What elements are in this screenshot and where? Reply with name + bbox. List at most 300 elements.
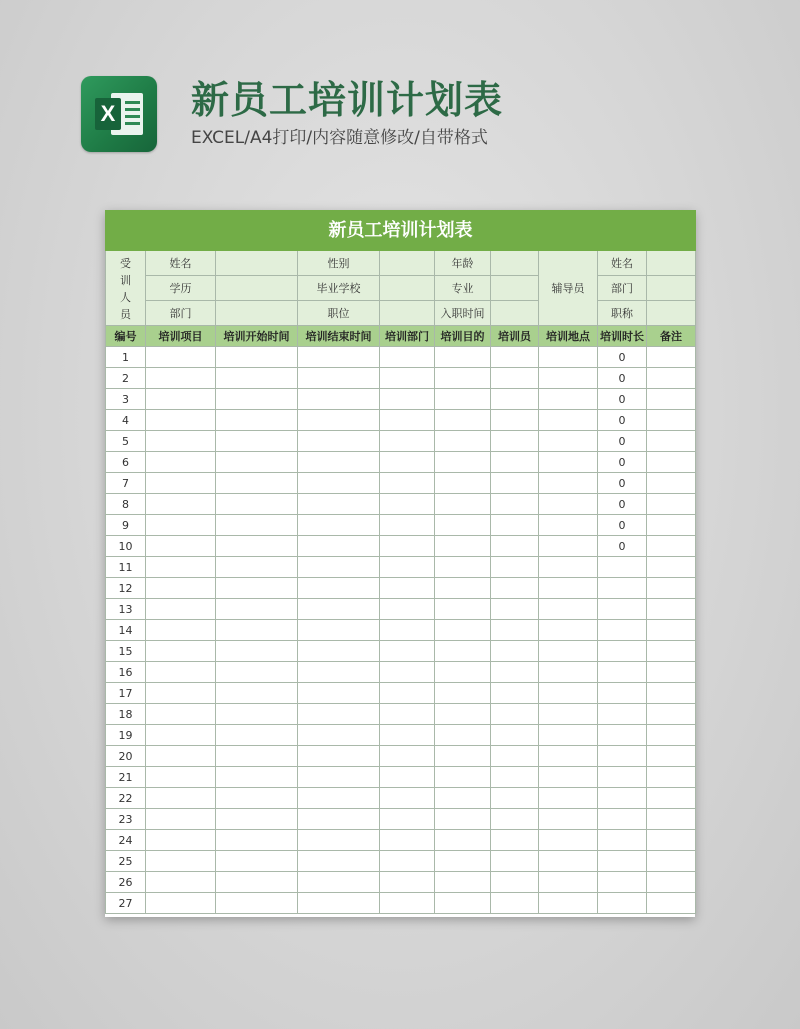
table-cell[interactable] xyxy=(298,557,380,578)
table-cell[interactable] xyxy=(491,725,539,746)
table-cell[interactable] xyxy=(435,599,491,620)
table-cell[interactable] xyxy=(380,599,435,620)
table-cell[interactable] xyxy=(216,347,298,368)
table-cell[interactable] xyxy=(647,704,696,725)
table-cell[interactable] xyxy=(216,410,298,431)
table-cell[interactable] xyxy=(491,473,539,494)
table-cell[interactable] xyxy=(380,620,435,641)
table-cell[interactable] xyxy=(380,347,435,368)
table-cell[interactable] xyxy=(435,557,491,578)
table-cell[interactable] xyxy=(146,767,216,788)
trainee-label xyxy=(106,251,146,326)
table-cell[interactable] xyxy=(298,851,380,872)
table-cell[interactable] xyxy=(216,599,298,620)
info-label-hire-date: 入职时间 xyxy=(435,301,491,326)
table-cell[interactable] xyxy=(435,431,491,452)
table-cell[interactable] xyxy=(491,578,539,599)
excel-icon xyxy=(81,76,157,152)
table-cell[interactable] xyxy=(146,473,216,494)
info-label-gender: 性别 xyxy=(298,251,380,276)
cell-duration[interactable] xyxy=(598,830,647,851)
table-cell[interactable] xyxy=(380,473,435,494)
info-label-position: 职位 xyxy=(298,301,380,326)
table-cell[interactable] xyxy=(380,683,435,704)
row-number: 8 xyxy=(106,494,146,515)
table-cell[interactable] xyxy=(491,830,539,851)
table-cell[interactable] xyxy=(216,725,298,746)
table-cell[interactable] xyxy=(380,557,435,578)
col-header: 培训结束时间 xyxy=(298,326,380,347)
table-cell[interactable] xyxy=(146,347,216,368)
table-cell[interactable] xyxy=(298,704,380,725)
table-cell[interactable] xyxy=(146,389,216,410)
table-row xyxy=(106,872,696,893)
cell-duration[interactable]: 0 xyxy=(598,347,647,368)
table-cell[interactable] xyxy=(298,389,380,410)
table-cell[interactable] xyxy=(491,599,539,620)
table-cell[interactable] xyxy=(491,851,539,872)
table-cell[interactable] xyxy=(539,641,598,662)
table-cell[interactable] xyxy=(647,389,696,410)
row-number: 7 xyxy=(106,473,146,494)
table-cell[interactable] xyxy=(491,452,539,473)
table-cell[interactable] xyxy=(216,431,298,452)
table-cell[interactable] xyxy=(491,788,539,809)
info-label-age: 年龄 xyxy=(435,251,491,276)
table-cell[interactable] xyxy=(146,662,216,683)
table-cell[interactable] xyxy=(647,662,696,683)
table-cell[interactable] xyxy=(647,683,696,704)
cell-duration[interactable]: 0 xyxy=(598,368,647,389)
table-cell[interactable] xyxy=(298,641,380,662)
table-cell[interactable] xyxy=(146,725,216,746)
table-cell[interactable] xyxy=(298,725,380,746)
table-cell[interactable] xyxy=(539,662,598,683)
col-header: 培训项目 xyxy=(146,326,216,347)
cell-duration[interactable] xyxy=(598,851,647,872)
table-cell[interactable] xyxy=(298,473,380,494)
info-value-department[interactable] xyxy=(216,301,298,326)
table-cell[interactable] xyxy=(298,683,380,704)
table-cell[interactable] xyxy=(491,494,539,515)
table-cell[interactable] xyxy=(380,788,435,809)
table-row xyxy=(106,620,696,641)
table-cell[interactable] xyxy=(216,473,298,494)
cell-duration[interactable] xyxy=(598,788,647,809)
table-cell[interactable] xyxy=(491,347,539,368)
table-cell[interactable] xyxy=(216,746,298,767)
cell-duration[interactable] xyxy=(598,557,647,578)
table-cell[interactable] xyxy=(647,599,696,620)
table-row xyxy=(106,662,696,683)
cell-duration[interactable] xyxy=(598,893,647,914)
tutor-value-department[interactable] xyxy=(647,276,696,301)
table-cell[interactable] xyxy=(435,683,491,704)
table-cell[interactable] xyxy=(146,788,216,809)
table-cell[interactable] xyxy=(539,683,598,704)
table-cell[interactable] xyxy=(539,347,598,368)
table-cell[interactable] xyxy=(647,641,696,662)
table-cell[interactable] xyxy=(146,599,216,620)
tutor-value-name[interactable] xyxy=(647,251,696,276)
trainee-info-row-2 xyxy=(106,276,696,301)
table-cell[interactable] xyxy=(146,704,216,725)
table-cell[interactable] xyxy=(435,620,491,641)
table-cell[interactable] xyxy=(380,767,435,788)
table-cell[interactable] xyxy=(380,515,435,536)
table-cell[interactable] xyxy=(647,410,696,431)
col-header: 培训地点 xyxy=(539,326,598,347)
table-cell[interactable] xyxy=(491,557,539,578)
table-cell[interactable] xyxy=(380,746,435,767)
table-cell[interactable] xyxy=(380,494,435,515)
table-cell[interactable] xyxy=(298,452,380,473)
table-cell[interactable] xyxy=(146,368,216,389)
table-cell[interactable] xyxy=(435,851,491,872)
table-cell[interactable] xyxy=(298,347,380,368)
cell-duration[interactable] xyxy=(598,809,647,830)
table-cell[interactable] xyxy=(647,767,696,788)
table-cell[interactable] xyxy=(380,452,435,473)
table-cell[interactable] xyxy=(647,347,696,368)
table-cell[interactable] xyxy=(539,578,598,599)
cell-duration[interactable] xyxy=(598,662,647,683)
table-cell[interactable] xyxy=(216,704,298,725)
table-cell[interactable] xyxy=(216,683,298,704)
column-header-row xyxy=(106,326,696,347)
cell-duration[interactable] xyxy=(598,746,647,767)
table-cell[interactable] xyxy=(380,389,435,410)
cell-duration[interactable] xyxy=(598,620,647,641)
table-row xyxy=(106,641,696,662)
cell-duration[interactable]: 0 xyxy=(598,494,647,515)
table-cell[interactable] xyxy=(647,368,696,389)
row-number: 9 xyxy=(106,515,146,536)
table-cell[interactable] xyxy=(216,578,298,599)
table-cell[interactable] xyxy=(435,725,491,746)
excel-x-letter: X xyxy=(95,98,121,130)
info-value-position[interactable] xyxy=(380,301,435,326)
table-cell[interactable] xyxy=(146,452,216,473)
table-cell[interactable] xyxy=(647,452,696,473)
cell-duration[interactable]: 0 xyxy=(598,389,647,410)
table-cell[interactable] xyxy=(380,662,435,683)
table-cell[interactable] xyxy=(298,662,380,683)
table-cell[interactable] xyxy=(539,473,598,494)
table-cell[interactable] xyxy=(491,641,539,662)
table-cell[interactable] xyxy=(146,536,216,557)
table-cell[interactable] xyxy=(491,620,539,641)
table-cell[interactable] xyxy=(435,515,491,536)
table-cell[interactable] xyxy=(298,410,380,431)
table-cell[interactable] xyxy=(435,368,491,389)
table-cell[interactable] xyxy=(216,830,298,851)
table-cell[interactable] xyxy=(146,494,216,515)
table-cell[interactable] xyxy=(216,536,298,557)
table-cell[interactable] xyxy=(380,578,435,599)
table-cell[interactable] xyxy=(647,788,696,809)
table-cell[interactable] xyxy=(380,809,435,830)
row-number: 16 xyxy=(106,662,146,683)
trainee-label-char: 训 xyxy=(120,273,131,287)
table-cell[interactable] xyxy=(435,410,491,431)
table-cell[interactable] xyxy=(491,872,539,893)
table-cell[interactable] xyxy=(539,767,598,788)
table-cell[interactable] xyxy=(146,578,216,599)
row-number: 5 xyxy=(106,431,146,452)
cell-duration[interactable] xyxy=(598,683,647,704)
table-cell[interactable] xyxy=(380,431,435,452)
table-cell[interactable] xyxy=(435,641,491,662)
sheet-title-row xyxy=(106,211,696,251)
table-cell[interactable] xyxy=(380,536,435,557)
table-cell[interactable] xyxy=(539,620,598,641)
table-cell[interactable] xyxy=(298,746,380,767)
table-cell[interactable] xyxy=(146,809,216,830)
table-cell[interactable] xyxy=(216,452,298,473)
table-cell[interactable] xyxy=(146,851,216,872)
row-number: 3 xyxy=(106,389,146,410)
table-cell[interactable] xyxy=(380,641,435,662)
table-cell[interactable] xyxy=(647,473,696,494)
table-cell[interactable] xyxy=(539,893,598,914)
table-cell[interactable] xyxy=(216,557,298,578)
table-cell[interactable] xyxy=(146,620,216,641)
cell-duration[interactable] xyxy=(598,578,647,599)
table-cell[interactable] xyxy=(539,536,598,557)
table-cell[interactable] xyxy=(435,494,491,515)
table-cell[interactable] xyxy=(539,788,598,809)
cell-duration[interactable] xyxy=(598,704,647,725)
info-value-age[interactable] xyxy=(491,251,539,276)
table-cell[interactable] xyxy=(216,515,298,536)
table-cell[interactable] xyxy=(435,704,491,725)
table-cell[interactable] xyxy=(435,662,491,683)
table-cell[interactable] xyxy=(298,536,380,557)
table-row xyxy=(106,410,696,431)
table-cell[interactable] xyxy=(491,809,539,830)
table-cell[interactable] xyxy=(647,809,696,830)
cell-duration[interactable] xyxy=(598,599,647,620)
table-row xyxy=(106,788,696,809)
info-value-name[interactable] xyxy=(216,251,298,276)
cell-duration[interactable] xyxy=(598,641,647,662)
table-cell[interactable] xyxy=(539,809,598,830)
table-cell[interactable] xyxy=(539,431,598,452)
table-cell[interactable] xyxy=(539,368,598,389)
info-value-gender[interactable] xyxy=(380,251,435,276)
table-row xyxy=(106,767,696,788)
row-number: 14 xyxy=(106,620,146,641)
table-cell[interactable] xyxy=(146,641,216,662)
table-cell[interactable] xyxy=(647,515,696,536)
table-cell[interactable] xyxy=(216,620,298,641)
table-cell[interactable] xyxy=(491,389,539,410)
table-cell[interactable] xyxy=(647,620,696,641)
table-cell[interactable] xyxy=(435,872,491,893)
table-cell[interactable] xyxy=(146,683,216,704)
table-cell[interactable] xyxy=(647,431,696,452)
table-cell[interactable] xyxy=(298,809,380,830)
table-cell[interactable] xyxy=(216,389,298,410)
info-value-education[interactable] xyxy=(216,276,298,301)
table-cell[interactable] xyxy=(539,557,598,578)
cell-duration[interactable]: 0 xyxy=(598,515,647,536)
table-cell[interactable] xyxy=(146,893,216,914)
table-cell[interactable] xyxy=(491,536,539,557)
table-cell[interactable] xyxy=(491,704,539,725)
table-cell[interactable] xyxy=(647,851,696,872)
table-cell[interactable] xyxy=(491,431,539,452)
table-cell[interactable] xyxy=(216,662,298,683)
cell-duration[interactable]: 0 xyxy=(598,452,647,473)
cell-duration[interactable]: 0 xyxy=(598,473,647,494)
table-row xyxy=(106,704,696,725)
table-cell[interactable] xyxy=(216,494,298,515)
table-cell[interactable] xyxy=(298,767,380,788)
table-cell[interactable] xyxy=(435,746,491,767)
info-label-school: 毕业学校 xyxy=(298,276,380,301)
tutor-value-title[interactable] xyxy=(647,301,696,326)
table-cell[interactable] xyxy=(216,809,298,830)
table-cell[interactable] xyxy=(539,830,598,851)
row-number: 2 xyxy=(106,368,146,389)
table-cell[interactable] xyxy=(647,725,696,746)
table-cell[interactable] xyxy=(435,473,491,494)
table-cell[interactable] xyxy=(298,368,380,389)
table-cell[interactable] xyxy=(539,452,598,473)
table-cell[interactable] xyxy=(146,557,216,578)
table-cell[interactable] xyxy=(435,389,491,410)
table-cell[interactable] xyxy=(435,830,491,851)
table-cell[interactable] xyxy=(298,872,380,893)
table-cell[interactable] xyxy=(539,851,598,872)
table-cell[interactable] xyxy=(380,893,435,914)
table-cell[interactable] xyxy=(539,515,598,536)
table-row xyxy=(106,809,696,830)
row-number: 18 xyxy=(106,704,146,725)
table-cell[interactable] xyxy=(647,872,696,893)
table-cell[interactable] xyxy=(647,578,696,599)
table-cell[interactable] xyxy=(491,662,539,683)
table-cell[interactable] xyxy=(539,872,598,893)
cell-duration[interactable] xyxy=(598,767,647,788)
table-cell[interactable] xyxy=(491,683,539,704)
table-cell[interactable] xyxy=(146,410,216,431)
table-cell[interactable] xyxy=(647,746,696,767)
table-cell[interactable] xyxy=(380,704,435,725)
table-cell[interactable] xyxy=(435,893,491,914)
table-cell[interactable] xyxy=(491,410,539,431)
table-cell[interactable] xyxy=(491,515,539,536)
table-cell[interactable] xyxy=(298,599,380,620)
table-cell[interactable] xyxy=(216,368,298,389)
row-number: 24 xyxy=(106,830,146,851)
table-cell[interactable] xyxy=(435,536,491,557)
table-cell[interactable] xyxy=(298,494,380,515)
table-cell[interactable] xyxy=(298,893,380,914)
page-subtitle: EXCEL/A4打印/内容随意修改/自带格式 xyxy=(191,128,488,148)
cell-duration[interactable] xyxy=(598,872,647,893)
table-cell[interactable] xyxy=(216,767,298,788)
table-cell[interactable] xyxy=(298,788,380,809)
table-cell[interactable] xyxy=(539,389,598,410)
table-cell[interactable] xyxy=(380,851,435,872)
cell-duration[interactable]: 0 xyxy=(598,431,647,452)
cell-duration[interactable]: 0 xyxy=(598,536,647,557)
table-cell[interactable] xyxy=(216,788,298,809)
table-cell[interactable] xyxy=(491,893,539,914)
table-cell[interactable] xyxy=(647,830,696,851)
table-cell[interactable] xyxy=(435,788,491,809)
table-cell[interactable] xyxy=(539,725,598,746)
table-cell[interactable] xyxy=(435,767,491,788)
info-value-hire-date[interactable] xyxy=(491,301,539,326)
table-cell[interactable] xyxy=(491,368,539,389)
info-value-school[interactable] xyxy=(380,276,435,301)
table-cell[interactable] xyxy=(380,872,435,893)
table-cell[interactable] xyxy=(491,746,539,767)
col-header: 培训目的 xyxy=(435,326,491,347)
col-header: 培训开始时间 xyxy=(216,326,298,347)
table-cell[interactable] xyxy=(539,494,598,515)
table-cell[interactable] xyxy=(539,746,598,767)
col-header: 培训部门 xyxy=(380,326,435,347)
table-cell[interactable] xyxy=(146,746,216,767)
table-cell[interactable] xyxy=(216,872,298,893)
cell-duration[interactable] xyxy=(598,725,647,746)
table-cell[interactable] xyxy=(539,410,598,431)
table-cell[interactable] xyxy=(216,893,298,914)
table-cell[interactable] xyxy=(298,830,380,851)
tutor-label-department: 部门 xyxy=(598,276,647,301)
table-cell[interactable] xyxy=(298,431,380,452)
info-value-major[interactable] xyxy=(491,276,539,301)
table-cell[interactable] xyxy=(539,599,598,620)
table-cell[interactable] xyxy=(380,368,435,389)
table-row xyxy=(106,473,696,494)
table-cell[interactable] xyxy=(380,725,435,746)
table-cell[interactable] xyxy=(146,872,216,893)
table-cell[interactable] xyxy=(216,851,298,872)
table-cell[interactable] xyxy=(647,893,696,914)
row-number: 19 xyxy=(106,725,146,746)
table-cell[interactable] xyxy=(146,830,216,851)
table-cell[interactable] xyxy=(298,515,380,536)
table-cell[interactable] xyxy=(216,641,298,662)
table-row xyxy=(106,851,696,872)
table-cell[interactable] xyxy=(380,410,435,431)
table-cell[interactable] xyxy=(435,809,491,830)
table-cell[interactable] xyxy=(146,431,216,452)
col-header: 培训员 xyxy=(491,326,539,347)
trainee-label-char: 员 xyxy=(120,307,131,321)
table-cell[interactable] xyxy=(539,704,598,725)
table-cell[interactable] xyxy=(435,347,491,368)
table-cell[interactable] xyxy=(647,494,696,515)
table-cell[interactable] xyxy=(146,515,216,536)
table-cell[interactable] xyxy=(435,578,491,599)
table-cell[interactable] xyxy=(298,578,380,599)
table-cell[interactable] xyxy=(647,557,696,578)
table-cell[interactable] xyxy=(491,767,539,788)
cell-duration[interactable]: 0 xyxy=(598,410,647,431)
table-cell[interactable] xyxy=(298,620,380,641)
row-number: 20 xyxy=(106,746,146,767)
table-cell[interactable] xyxy=(435,452,491,473)
table-cell[interactable] xyxy=(647,536,696,557)
table-cell[interactable] xyxy=(380,830,435,851)
